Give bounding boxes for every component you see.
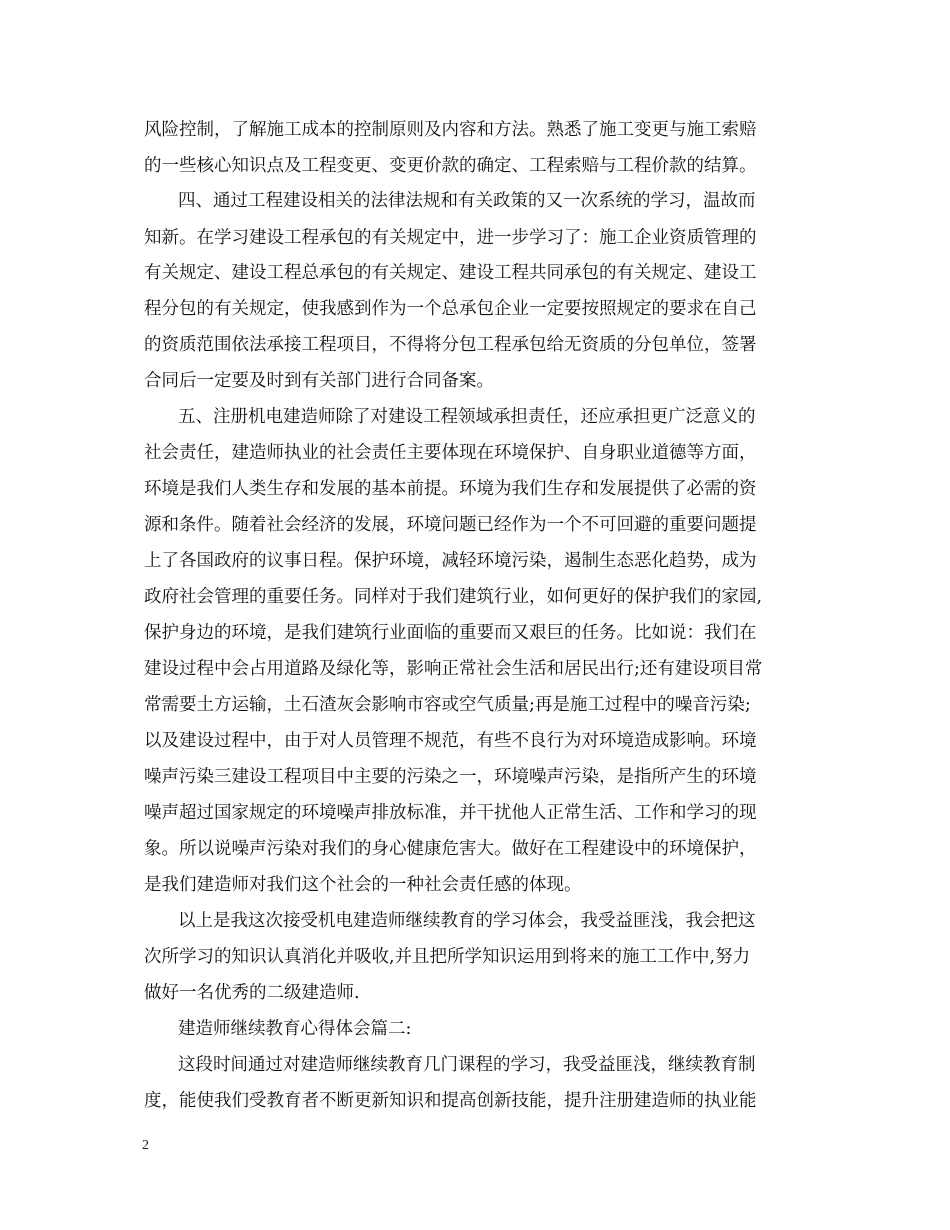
text-line: 程分包的有关规定，使我感到作为一个总承包企业一定要按照规定的要求在自己 bbox=[144, 299, 757, 319]
text-line: 源和条件。随着社会经济的发展，环境问题已经作为一个不可回避的重要问题提 bbox=[144, 515, 757, 535]
text-line: 环境是我们人类生存和发展的基本前提。环境为我们生存和发展提供了必需的资 bbox=[144, 479, 757, 499]
text-line: 象。所以说噪声污染对我们的身心健康危害大。做好在工程建设中的环境保护， bbox=[144, 839, 757, 859]
text-line: 做好一名优秀的二级建造师. bbox=[144, 983, 360, 1003]
text-line: 的一些核心知识点及工程变更、变更价款的确定、工程索赔与工程价款的结算。 bbox=[144, 156, 757, 176]
paragraph-start-line: 以上是我这次接受机电建造师继续教育的学习体会，我受益匪浅，我会把这 bbox=[178, 911, 756, 931]
paragraph-start-line: 五、注册机电建造师除了对建设工程领域承担责任，还应承担更广泛意义的 bbox=[178, 407, 756, 427]
text-line: 政府社会管理的重要任务。同样对于我们建筑行业，如何更好的保护我们的家园, bbox=[144, 587, 763, 607]
text-line: 噪声污染三建设工程项目中主要的污染之一，环境噪声污染，是指所产生的环境 bbox=[144, 767, 757, 787]
text-line: 以及建设过程中，由于对人员管理不规范，有些不良行为对环境造成影响。环境 bbox=[144, 731, 757, 751]
text-line: 社会责任，建造师执业的社会责任主要体现在环境保护、自身职业道德等方面， bbox=[144, 443, 757, 463]
text-line: 知新。在学习建设工程承包的有关规定中，进一步学习了：施工企业资质管理的 bbox=[144, 228, 757, 248]
paragraph-start-line: 四、通过工程建设相关的法律法规和有关政策的又一次系统的学习，温故而 bbox=[178, 191, 756, 211]
paragraph-start-line: 这段时间通过对建造师继续教育几门课程的学习，我受益匪浅，继续教育制 bbox=[178, 1055, 756, 1075]
text-line: 建设过程中会占用道路及绿化等，影响正常社会生活和居民出行;还有建设项目常 bbox=[144, 659, 763, 679]
page-number: 2 bbox=[142, 1138, 149, 1153]
text-line: 是我们建造师对我们这个社会的一种社会责任感的体现。 bbox=[144, 875, 582, 895]
text-line: 度，能使我们受教育者不断更新知识和提高创新技能，提升注册建造师的执业能 bbox=[144, 1091, 757, 1111]
text-line: 保护身边的环境，是我们建筑行业面临的重要而又艰巨的任务。比如说：我们在 bbox=[144, 623, 757, 643]
text-line: 次所学习的知识认真消化并吸收,并且把所学知识运用到将来的施工工作中,努力 bbox=[144, 947, 751, 967]
text-line: 常需要土方运输，土石渣灰会影响市容或空气质量;再是施工过程中的噪音污染; bbox=[144, 695, 751, 715]
text-line: 的资质范围依法承接工程项目，不得将分包工程承包给无资质的分包单位，签署 bbox=[144, 335, 757, 355]
text-line: 上了各国政府的议事日程。保护环境，减轻环境污染，遏制生态恶化趋势，成为 bbox=[144, 551, 757, 571]
text-line: 噪声超过国家规定的环境噪声排放标准，并干扰他人正常生活、工作和学习的现 bbox=[144, 803, 757, 823]
section-heading: 建造师继续教育心得体会篇二: bbox=[178, 1019, 412, 1039]
text-line: 合同后一定要及时到有关部门进行合同备案。 bbox=[144, 371, 494, 391]
text-line: 有关规定、建设工程总承包的有关规定、建设工程共同承包的有关规定、建设工 bbox=[144, 263, 757, 283]
text-line: 风险控制，了解施工成本的控制原则及内容和方法。熟悉了施工变更与施工索赔 bbox=[144, 120, 757, 140]
